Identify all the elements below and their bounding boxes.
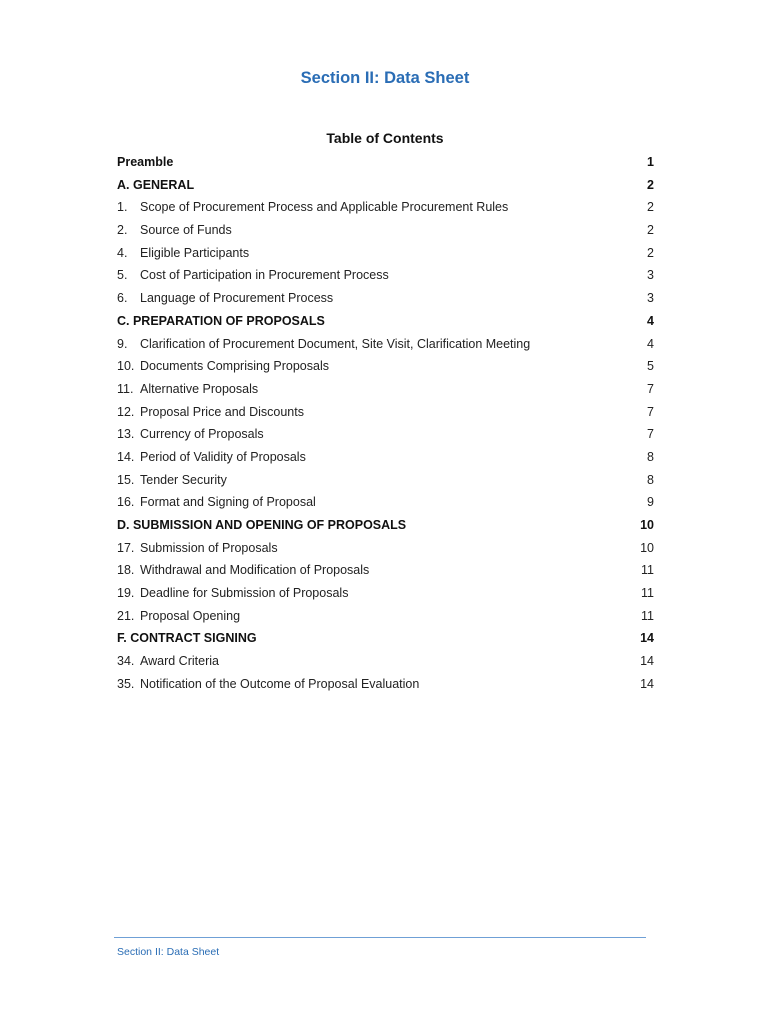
toc-row-page: 8: [647, 449, 654, 464]
toc-row[interactable]: [117, 174, 654, 197]
toc-row-page: 7: [647, 381, 654, 396]
toc-row-number: 11.: [117, 381, 134, 396]
toc-row-title: Submission of Proposals: [140, 540, 278, 555]
toc-row-title: Period of Validity of Proposals: [140, 449, 306, 464]
toc-row-title: Format and Signing of Proposal: [140, 495, 316, 510]
toc-row-page: 14: [640, 631, 654, 646]
toc-row-page: 1: [647, 155, 654, 169]
toc-row-number: 21.: [117, 608, 135, 623]
toc-row[interactable]: [117, 219, 654, 242]
toc-row-number: 19.: [117, 586, 135, 601]
toc-row-number: 15.: [117, 472, 135, 487]
toc-row[interactable]: [117, 287, 654, 310]
toc-title: [0, 128, 770, 148]
toc-row-page: 2: [647, 245, 654, 260]
toc-row[interactable]: [117, 673, 654, 696]
toc-row-number: 2.: [117, 223, 128, 238]
toc-row-title: Alternative Proposals: [140, 381, 259, 396]
toc-row[interactable]: [117, 355, 654, 378]
toc-row[interactable]: [117, 196, 654, 219]
toc-row[interactable]: [117, 242, 654, 265]
toc-row-number: 10.: [117, 359, 135, 374]
toc-row-number: 16.: [117, 495, 135, 510]
toc-row-page: 11: [641, 608, 654, 623]
toc-row-title: Source of Funds: [140, 223, 232, 238]
toc-row-number: 5.: [117, 268, 128, 283]
toc-row-title: Withdrawal and Modification of Proposals: [140, 563, 370, 578]
toc-row[interactable]: [117, 627, 654, 650]
toc-row-number: 9.: [117, 336, 128, 351]
toc-row[interactable]: [117, 423, 654, 446]
toc-row-title: Cost of Participation in Procurement Process: [140, 268, 389, 283]
toc-row-page: 11: [641, 563, 654, 578]
toc-row-title: Notification of the Outcome of Proposal Evaluation: [140, 676, 420, 691]
page-title: Section II: Data Sheet: [300, 69, 470, 87]
toc-row[interactable]: [117, 605, 654, 628]
toc-row-number: 4.: [117, 245, 128, 260]
toc-row-title: Clarification of Procurement Document, Site Visit, Clarification Meeting: [140, 336, 531, 351]
toc-row[interactable]: [117, 559, 654, 582]
toc-row-page: 2: [647, 177, 654, 192]
toc-row-title: Scope of Procurement Process and Applicable Procurement Rules: [140, 200, 509, 215]
toc-row-title: Currency of Proposals: [140, 427, 264, 442]
toc-row-title: Proposal Opening: [140, 608, 241, 623]
toc-row-page: 3: [647, 268, 654, 283]
toc-row-title: F. CONTRACT SIGNING: [117, 631, 257, 646]
footer-text: Section II: Data Sheet: [117, 946, 220, 958]
toc-row[interactable]: [117, 378, 654, 401]
toc-row-page: 7: [647, 404, 654, 419]
toc-row-number: 12.: [117, 404, 135, 419]
toc-row-title: Proposal Price and Discounts: [140, 404, 304, 419]
toc-row-page: 4: [647, 313, 654, 328]
toc-row-page: 10: [640, 540, 654, 555]
toc-row-number: 1.: [117, 200, 128, 215]
toc-row[interactable]: [117, 264, 654, 287]
toc-row-title: Tender Security: [140, 472, 227, 487]
toc-row-number: 34.: [117, 654, 135, 669]
toc-row-title: Deadline for Submission of Proposals: [140, 586, 349, 601]
toc-row-number: 14.: [117, 449, 135, 464]
toc-row-page: 4: [647, 336, 654, 351]
toc-row[interactable]: [117, 401, 654, 424]
toc-row-title: C. PREPARATION OF PROPOSALS: [117, 313, 325, 328]
toc-row-page: 7: [647, 427, 654, 442]
toc-row-page: 3: [647, 291, 654, 306]
toc-row[interactable]: [117, 582, 654, 605]
toc-row-title: A. GENERAL: [117, 177, 195, 192]
toc-row-page: 14: [640, 676, 654, 691]
toc-row-title: Eligible Participants: [140, 245, 250, 260]
toc-row-number: 13.: [117, 427, 135, 442]
toc-row-number: 18.: [117, 563, 135, 578]
toc-row-title: Documents Comprising Proposals: [140, 359, 329, 374]
toc-row-page: 2: [647, 223, 654, 238]
toc-row[interactable]: [117, 310, 654, 333]
toc-row[interactable]: [117, 514, 654, 537]
toc-row-page: 9: [647, 495, 654, 510]
toc-row[interactable]: [117, 469, 654, 492]
toc-row[interactable]: [117, 151, 654, 174]
footer-divider: [114, 937, 646, 938]
toc-row-page: 5: [647, 359, 654, 374]
toc-row[interactable]: [117, 333, 654, 356]
toc-row-title: D. SUBMISSION AND OPENING OF PROPOSALS: [117, 518, 407, 532]
toc-row-number: 35.: [117, 676, 135, 691]
toc-row-page: 8: [647, 472, 654, 487]
toc-row-number: 6.: [117, 291, 128, 306]
toc-row[interactable]: [117, 537, 654, 560]
toc-row-number: 17.: [117, 540, 135, 555]
toc-row-title: Language of Procurement Process: [140, 291, 334, 306]
toc-row[interactable]: [117, 650, 654, 673]
toc-row-page: 10: [640, 518, 654, 532]
toc-row-page: 2: [647, 200, 654, 215]
toc-row-page: 14: [640, 654, 654, 669]
toc-row[interactable]: [117, 491, 654, 514]
toc-title-text: Table of Contents: [326, 130, 444, 146]
toc-row[interactable]: [117, 446, 654, 469]
table-of-contents: [117, 151, 654, 696]
toc-row-page: 11: [641, 586, 654, 601]
toc-row-title: Preamble: [117, 155, 174, 169]
toc-row-title: Award Criteria: [140, 654, 219, 669]
